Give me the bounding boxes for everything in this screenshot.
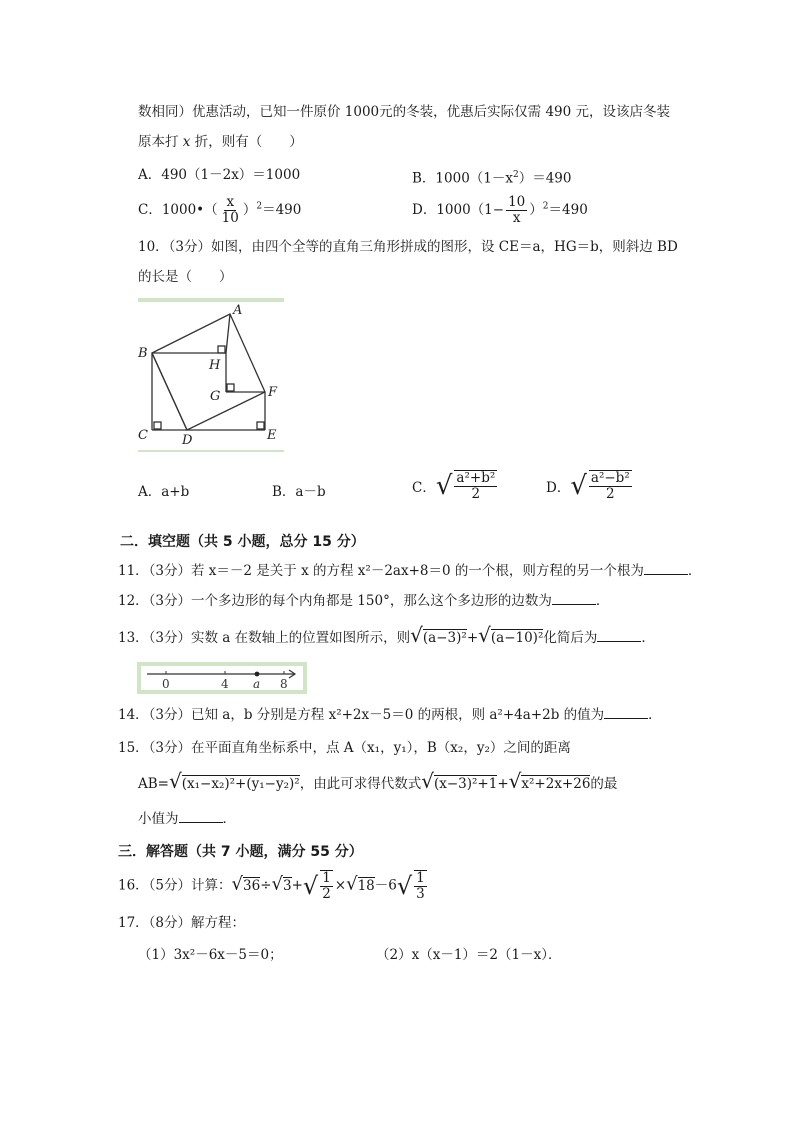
- right-angle-c: [154, 422, 161, 429]
- answer-blank: [604, 704, 648, 719]
- figure-top-bar: [138, 298, 284, 302]
- q17-part-2: （2）x（x－1）＝2（1－x）．: [376, 947, 562, 963]
- q10-option-b: B．a－b: [272, 484, 326, 500]
- right-angle-g: [227, 384, 234, 391]
- q14: 14．（3分）已知 a，b 分别是方程 x²+2x－5＝0 的两根，则 a²+4a+2b 的值为 ．: [118, 704, 662, 726]
- answer-blank: [644, 560, 688, 575]
- q9-option-d: D．1000（1− $\frac{10}{x}$ ）$^2$＝490: [412, 194, 588, 226]
- answer-blank: [179, 808, 223, 823]
- point-a: [255, 672, 260, 677]
- tick-label-4: 4: [221, 677, 229, 691]
- q9-option-a: A．490（1－2x）＝1000: [138, 167, 301, 183]
- label-e: E: [267, 428, 277, 443]
- q10-figure: [136, 296, 286, 456]
- q10-option-a: A．a+b: [138, 484, 190, 500]
- q9-variable: x: [182, 134, 191, 150]
- label-d: D: [182, 433, 193, 448]
- right-angle-h: [218, 346, 225, 353]
- q15-line3: 小值为 ．: [138, 808, 236, 830]
- q15-line1: 15．（3分）在平面直角坐标系中，点 A（x₁，y₁），B（x₂，y₂）之间的距离: [118, 740, 571, 756]
- q9-option-c: C．1000•（ $\frac{x}{10}$ ）$^2$＝490: [138, 194, 302, 226]
- q13: 13．（3分）实数 a 在数轴上的位置如图所示，则√(a−3)²+√(a−10)²化简后为 ．: [118, 623, 655, 647]
- tick-label-a: a: [253, 677, 261, 691]
- q9-line2: [138, 131, 303, 153]
- q13-number-line: [137, 662, 307, 694]
- right-angle-e: [257, 422, 264, 429]
- answer-blank: [552, 590, 596, 605]
- segment-bd: [152, 353, 187, 430]
- q15-line2: AB=√(x₁−x₂)²+(y₁−y₂)²，由此可求得代数式√(x−3)²+1+√x²+2x+26的最: [138, 769, 618, 793]
- label-c: C: [138, 428, 148, 443]
- q9-option-b: B．$1000(1-x^2)=490$: [412, 170, 572, 187]
- label-a: A: [233, 303, 243, 318]
- q9-line1: 数相同）优惠活动，已知一件原价 1000元的冬装，优惠后实际仅需 490 元，设该店冬装: [138, 104, 670, 120]
- q10-line1: 10．（3分）如图，由四个全等的直角三角形拼成的图形，设 CE＝a，HG＝b，则斜边 BD: [138, 239, 678, 255]
- section-2-title: 二．填空题（共 5 小题，总分 15 分）: [120, 534, 365, 550]
- label-h: H: [209, 358, 221, 373]
- label-g: G: [210, 389, 221, 404]
- label-b: B: [138, 346, 148, 361]
- label-f: F: [268, 385, 278, 400]
- q12: 12．（3分）一个多边形的每个内角都是 150°，那么这个多边形的边数为 ．: [118, 590, 609, 612]
- q17-part-1: （1）3x²－6x－5＝0；: [138, 947, 283, 963]
- q11: 11．（3分）若 x＝－2 是关于 x 的方程 x²－2ax+8＝0 的一个根，则方程的另一个根为 ．: [118, 560, 701, 582]
- q9-line2-end: 折，则有（ ）: [190, 134, 303, 150]
- section-3-title: 三．解答题（共 7 小题，满分 55 分）: [118, 844, 363, 860]
- q10-option-d: D．√ $\frac{\text{a²−b²}}{2}$: [546, 470, 630, 502]
- q10-option-c: C．√ $\frac{\text{a²+b²}}{2}$: [412, 470, 496, 502]
- tick-label-0: 0: [162, 677, 170, 691]
- q10-line2: 的长是（ ）: [138, 269, 233, 285]
- q9-line2-text: 原本打: [138, 134, 183, 150]
- q16: 16．（5分）计算：√36÷√3+√ $\frac{1}{2}$ ×√18－6√ $\frac{1}{3}$: [118, 870, 425, 902]
- answer-blank: [597, 627, 641, 642]
- tick-label-8: 8: [280, 677, 288, 691]
- q17-title: 17．（8分）解方程：: [118, 915, 246, 931]
- figure-bottom-bar: [138, 450, 284, 452]
- segment-ah: [226, 314, 230, 353]
